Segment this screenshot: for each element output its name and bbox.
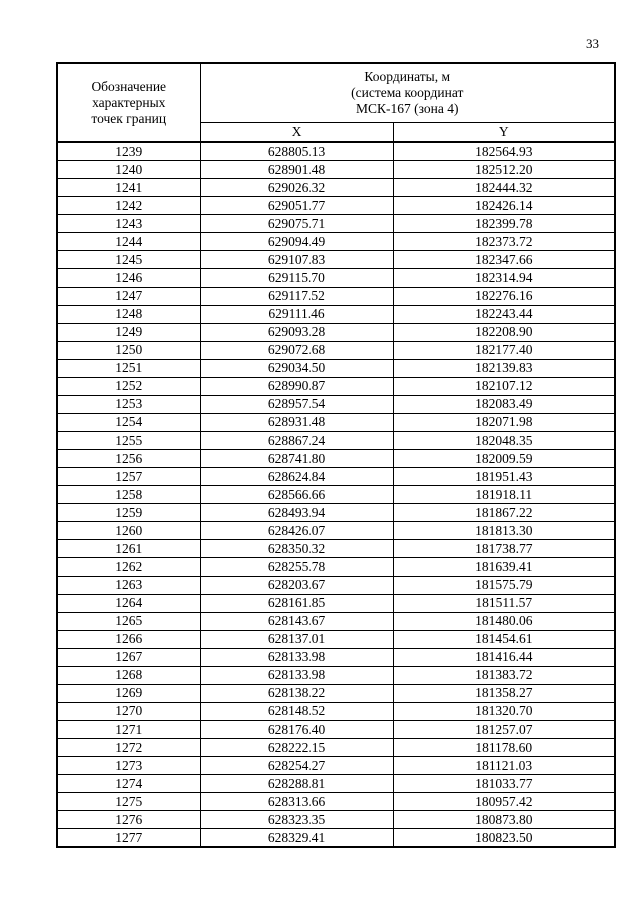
point-id-cell: 1258 (57, 486, 200, 504)
coordinates-header-line: МСК-167 (зона 4) (356, 101, 459, 116)
x-coordinate-cell: 629115.70 (200, 269, 393, 287)
y-coordinate-cell: 181511.57 (393, 594, 615, 612)
y-coordinate-cell: 182347.66 (393, 251, 615, 269)
table-row (57, 233, 615, 251)
x-coordinate-cell: 628624.84 (200, 468, 393, 486)
x-coordinate-cell: 628805.13 (200, 142, 393, 161)
table-row (57, 522, 615, 540)
y-coordinate-cell: 181320.70 (393, 702, 615, 720)
x-coordinate-cell: 628741.80 (200, 450, 393, 468)
x-coordinate-cell: 629111.46 (200, 305, 393, 323)
x-coordinate-cell: 628222.15 (200, 739, 393, 757)
y-coordinate-cell: 181480.06 (393, 612, 615, 630)
table-row (57, 341, 615, 359)
point-id-cell: 1274 (57, 775, 200, 793)
point-id-cell: 1264 (57, 594, 200, 612)
y-coordinate-cell: 181951.43 (393, 468, 615, 486)
point-id-cell: 1243 (57, 215, 200, 233)
y-coordinate-cell: 182048.35 (393, 432, 615, 450)
table-row (57, 739, 615, 757)
x-coordinate-cell: 628313.66 (200, 793, 393, 811)
x-coordinate-cell: 628323.35 (200, 811, 393, 829)
y-coordinate-cell: 181257.07 (393, 721, 615, 739)
point-id-cell: 1244 (57, 233, 200, 251)
table-row (57, 775, 615, 793)
y-coordinate-cell: 182276.16 (393, 287, 615, 305)
y-coordinate-cell: 181867.22 (393, 504, 615, 522)
y-coordinate-cell: 180823.50 (393, 829, 615, 848)
point-id-cell: 1266 (57, 630, 200, 648)
point-id-cell: 1250 (57, 341, 200, 359)
y-coordinate-cell: 180873.80 (393, 811, 615, 829)
x-coordinate-cell: 629107.83 (200, 251, 393, 269)
point-id-cell: 1251 (57, 359, 200, 377)
table-row (57, 684, 615, 702)
x-coordinate-cell: 628957.54 (200, 395, 393, 413)
y-coordinate-cell: 181813.30 (393, 522, 615, 540)
point-id-cell: 1260 (57, 522, 200, 540)
point-id-cell: 1270 (57, 702, 200, 720)
y-coordinate-cell: 181738.77 (393, 540, 615, 558)
point-id-cell: 1269 (57, 684, 200, 702)
point-id-cell: 1277 (57, 829, 200, 848)
y-column-header: Y (393, 123, 615, 143)
y-coordinate-cell: 181178.60 (393, 739, 615, 757)
coordinates-header-line: (система координат (351, 85, 464, 100)
x-coordinate-cell: 629026.32 (200, 179, 393, 197)
x-coordinate-cell: 629034.50 (200, 359, 393, 377)
point-id-cell: 1249 (57, 323, 200, 341)
point-id-cell: 1255 (57, 432, 200, 450)
designation-header-line: характерных (92, 94, 166, 110)
point-id-cell: 1259 (57, 504, 200, 522)
y-coordinate-cell: 181033.77 (393, 775, 615, 793)
table-row (57, 179, 615, 197)
point-id-cell: 1252 (57, 377, 200, 395)
x-coordinate-cell: 628566.66 (200, 486, 393, 504)
x-coordinate-cell: 628867.24 (200, 432, 393, 450)
point-id-cell: 1267 (57, 648, 200, 666)
designation-header-line: точек границ (91, 110, 167, 126)
y-coordinate-cell: 182314.94 (393, 269, 615, 287)
designation-header (57, 63, 200, 142)
table-row (57, 576, 615, 594)
point-id-cell: 1253 (57, 395, 200, 413)
coordinates-table (56, 62, 616, 848)
y-coordinate-cell: 181639.41 (393, 558, 615, 576)
y-coordinate-cell: 182107.12 (393, 377, 615, 395)
table-row (57, 359, 615, 377)
point-id-cell: 1247 (57, 287, 200, 305)
page-number: 33 (586, 36, 599, 51)
point-id-cell: 1271 (57, 721, 200, 739)
point-id-cell: 1265 (57, 612, 200, 630)
table-body (57, 142, 615, 847)
x-coordinate-cell: 628138.22 (200, 684, 393, 702)
table-row (57, 504, 615, 522)
table-row (57, 829, 615, 848)
point-id-cell: 1273 (57, 757, 200, 775)
y-coordinate-cell: 182243.44 (393, 305, 615, 323)
y-coordinate-cell: 180957.42 (393, 793, 615, 811)
x-coordinate-cell: 628990.87 (200, 377, 393, 395)
designation-header-line: Обозначение (91, 78, 167, 94)
table-row (57, 142, 615, 161)
table-row (57, 413, 615, 431)
y-coordinate-cell: 181121.03 (393, 757, 615, 775)
table-row (57, 793, 615, 811)
table-row (57, 269, 615, 287)
y-coordinate-cell: 182177.40 (393, 341, 615, 359)
point-id-cell: 1239 (57, 142, 200, 161)
coordinates-header (200, 63, 615, 123)
point-id-cell: 1240 (57, 161, 200, 179)
point-id-cell: 1242 (57, 197, 200, 215)
x-coordinate-cell: 628148.52 (200, 702, 393, 720)
y-coordinate-cell: 181416.44 (393, 648, 615, 666)
x-coordinate-cell: 628176.40 (200, 721, 393, 739)
x-coordinate-cell: 628931.48 (200, 413, 393, 431)
y-coordinate-cell: 182512.20 (393, 161, 615, 179)
table-row (57, 612, 615, 630)
point-id-cell: 1261 (57, 540, 200, 558)
x-coordinate-cell: 629072.68 (200, 341, 393, 359)
x-coordinate-cell: 629117.52 (200, 287, 393, 305)
table-row (57, 540, 615, 558)
point-id-cell: 1248 (57, 305, 200, 323)
table-row (57, 323, 615, 341)
x-coordinate-cell: 628493.94 (200, 504, 393, 522)
x-coordinate-cell: 628254.27 (200, 757, 393, 775)
table-row (57, 377, 615, 395)
table-row (57, 648, 615, 666)
table-row (57, 251, 615, 269)
y-coordinate-cell: 182399.78 (393, 215, 615, 233)
x-coordinate-cell: 629094.49 (200, 233, 393, 251)
table-row (57, 630, 615, 648)
table-row (57, 594, 615, 612)
point-id-cell: 1256 (57, 450, 200, 468)
y-coordinate-cell: 182373.72 (393, 233, 615, 251)
y-coordinate-cell: 181454.61 (393, 630, 615, 648)
x-coordinate-cell: 629093.28 (200, 323, 393, 341)
table-row (57, 721, 615, 739)
y-coordinate-cell: 181918.11 (393, 486, 615, 504)
x-coordinate-cell: 628161.85 (200, 594, 393, 612)
y-coordinate-cell: 182208.90 (393, 323, 615, 341)
table-row (57, 395, 615, 413)
x-column-header: X (200, 123, 393, 143)
x-coordinate-cell: 628133.98 (200, 666, 393, 684)
point-id-cell: 1275 (57, 793, 200, 811)
table-row (57, 305, 615, 323)
x-coordinate-cell: 628350.32 (200, 540, 393, 558)
x-coordinate-cell: 628143.67 (200, 612, 393, 630)
table-row (57, 811, 615, 829)
table-row (57, 197, 615, 215)
point-id-cell: 1245 (57, 251, 200, 269)
table-row (57, 666, 615, 684)
y-coordinate-cell: 182139.83 (393, 359, 615, 377)
table-row (57, 215, 615, 233)
y-coordinate-cell: 181358.27 (393, 684, 615, 702)
x-coordinate-cell: 629075.71 (200, 215, 393, 233)
y-coordinate-cell: 181383.72 (393, 666, 615, 684)
point-id-cell: 1263 (57, 576, 200, 594)
table-row (57, 486, 615, 504)
point-id-cell: 1272 (57, 739, 200, 757)
table-row (57, 558, 615, 576)
table-row (57, 432, 615, 450)
y-coordinate-cell: 182009.59 (393, 450, 615, 468)
point-id-cell: 1241 (57, 179, 200, 197)
point-id-cell: 1276 (57, 811, 200, 829)
x-coordinate-cell: 628901.48 (200, 161, 393, 179)
point-id-cell: 1262 (57, 558, 200, 576)
x-coordinate-cell: 628203.67 (200, 576, 393, 594)
x-coordinate-cell: 628329.41 (200, 829, 393, 848)
table-row (57, 702, 615, 720)
point-id-cell: 1268 (57, 666, 200, 684)
x-coordinate-cell: 628288.81 (200, 775, 393, 793)
x-coordinate-cell: 628137.01 (200, 630, 393, 648)
x-coordinate-cell: 628255.78 (200, 558, 393, 576)
y-coordinate-cell: 182071.98 (393, 413, 615, 431)
table-row (57, 161, 615, 179)
table-row (57, 287, 615, 305)
point-id-cell: 1254 (57, 413, 200, 431)
table-row (57, 757, 615, 775)
y-coordinate-cell: 181575.79 (393, 576, 615, 594)
point-id-cell: 1246 (57, 269, 200, 287)
point-id-cell: 1257 (57, 468, 200, 486)
y-coordinate-cell: 182444.32 (393, 179, 615, 197)
y-coordinate-cell: 182083.49 (393, 395, 615, 413)
table-row (57, 450, 615, 468)
y-coordinate-cell: 182564.93 (393, 142, 615, 161)
y-coordinate-cell: 182426.14 (393, 197, 615, 215)
x-coordinate-cell: 628133.98 (200, 648, 393, 666)
coordinates-header-line: Координаты, м (364, 69, 451, 84)
table-row (57, 468, 615, 486)
x-coordinate-cell: 628426.07 (200, 522, 393, 540)
x-coordinate-cell: 629051.77 (200, 197, 393, 215)
